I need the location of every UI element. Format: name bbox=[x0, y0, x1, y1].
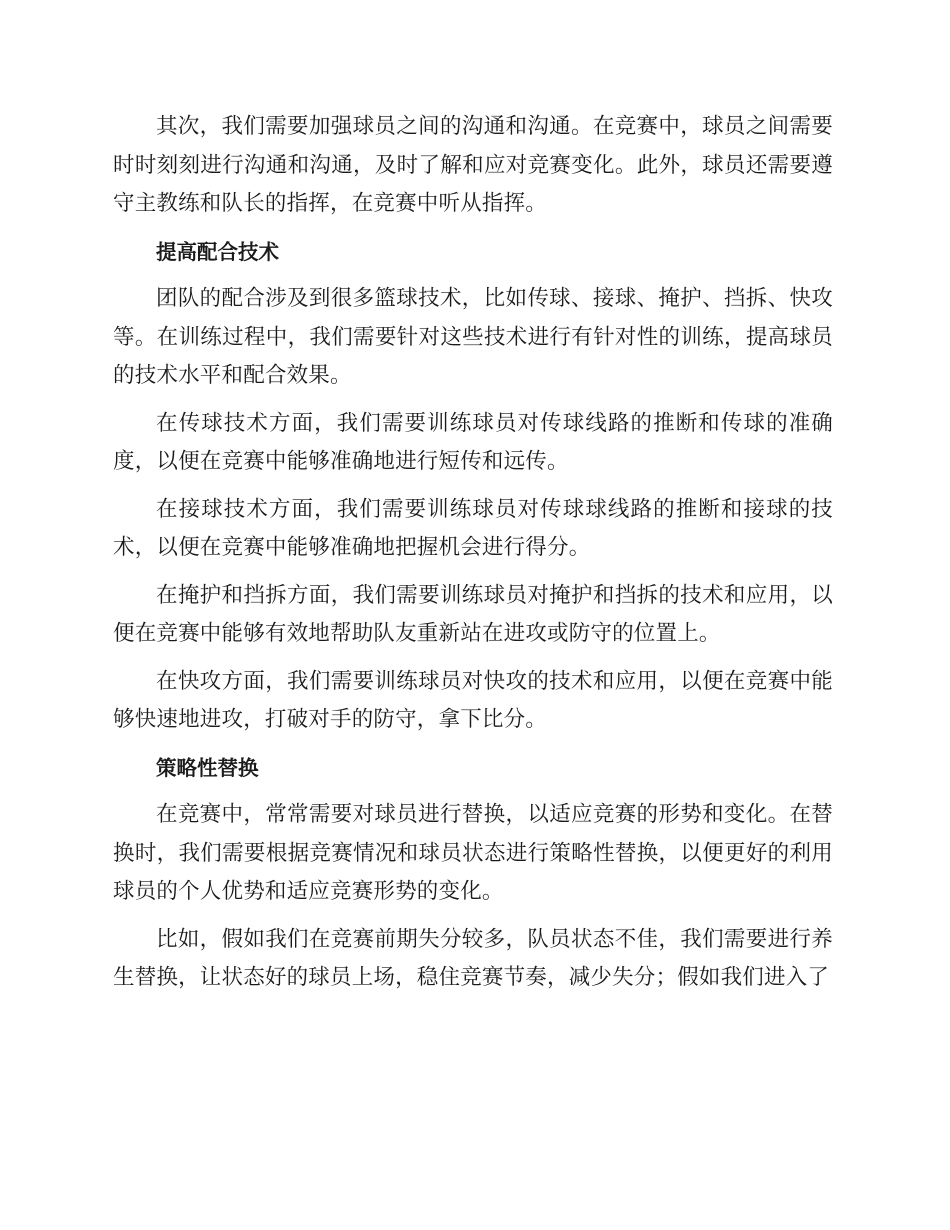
paragraph-screen-pick: 在掩护和挡拆方面，我们需要训练球员对掩护和挡拆的技术和应用，以便在竞赛中能够有效地帮助队友重新站在进攻或防守的位置上。 bbox=[113, 582, 833, 646]
paragraph-team-skills: 团队的配合涉及到很多篮球技术，比如传球、接球、掩护、挡拆、快攻等。在训练过程中，我们需要针对这些技术进行有针对性的训练，提高球员的技术水平和配合效果。 bbox=[113, 286, 833, 388]
paragraph-receiving: 在接球技术方面，我们需要训练球员对传球球线路的推断和接球的技术，以便在竞赛中能够准确地把握机会进行得分。 bbox=[113, 496, 833, 560]
paragraph-communication: 其次，我们需要加强球员之间的沟通和沟通。在竞赛中，球员之间需要时时刻刻进行沟通和沟通，及时了解和应对竞赛变化。此外，球员还需要遵守主教练和队长的指挥，在竞赛中听从指挥。 bbox=[113, 114, 833, 216]
section-heading-coordination: 提高配合技术 bbox=[156, 239, 279, 264]
document-body bbox=[113, 108, 833, 1007]
paragraph-passing: 在传球技术方面，我们需要训练球员对传球线路的推断和传球的准确度，以便在竞赛中能够准确地进行短传和远传。 bbox=[113, 410, 833, 474]
paragraph-fast-break: 在快攻方面，我们需要训练球员对快攻的技术和应用，以便在竞赛中能够快速地进攻，打破对手的防守，拿下比分。 bbox=[113, 668, 833, 732]
paragraph-example: 比如，假如我们在竞赛前期失分较多，队员状态不佳，我们需要进行养生替换，让状态好的球员上场，稳住竞赛节奏，减少失分；假如我们进入了 bbox=[113, 926, 833, 990]
paragraph-substitution: 在竞赛中，常常需要对球员进行替换，以适应竞赛的形势和变化。在替换时，我们需要根据竞赛情况和球员状态进行策略性替换，以便更好的利用球员的个人优势和适应竞赛形势的变化。 bbox=[113, 802, 833, 904]
section-heading-substitution: 策略性替换 bbox=[156, 755, 259, 780]
